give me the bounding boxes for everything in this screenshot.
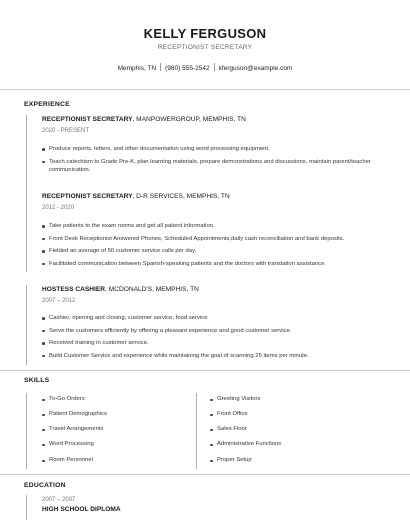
- job-dates: 2012 - 2020: [42, 205, 75, 211]
- list-item: Front Desk Receptionist Answered Phones, Scheduled Appointments,daily cash reconciliation and bank deposits.: [42, 235, 382, 244]
- skill-item: Word Processing: [42, 441, 94, 447]
- candidate-role: RECEPTIONIST SECRETARY: [157, 44, 253, 51]
- skill-item: Room Personnel: [42, 457, 93, 463]
- list-item: Produce reports, letters, and other documentation using word processing equipment.: [42, 145, 382, 154]
- location-text: Memphis, TN: [117, 65, 157, 72]
- skills-heading: SKILLS: [24, 377, 50, 384]
- contact-line: [0, 63, 410, 72]
- skill-item: Travel Arrangements: [42, 426, 103, 432]
- section-divider: [0, 370, 410, 371]
- list-item: Received training in customer service.: [42, 339, 382, 348]
- candidate-name: KELLY FERGUSON: [143, 26, 267, 41]
- section-divider: [0, 474, 410, 475]
- list-item: Facilitated communication between Spanish-speaking patients and the doctors with translation assistance.: [42, 260, 382, 269]
- timeline-bar: [26, 285, 27, 365]
- timeline-bar: [26, 495, 27, 520]
- job-title: RECEPTIONIST SECRETARY, MANPOWERGROUP, MEMPHIS, TN: [42, 116, 246, 123]
- list-item: Fielded an average of 50 customer service calls per day.: [42, 247, 382, 256]
- job-bullets: [42, 314, 382, 364]
- skill-item: Sales Floor: [210, 426, 247, 432]
- divider: [214, 63, 215, 71]
- skill-item: Administrative Functions: [210, 441, 281, 447]
- list-item: Cashier, opening and closing, customer service, food service: [42, 314, 382, 323]
- timeline-bar: [26, 115, 27, 194]
- job-bullets: [42, 145, 382, 179]
- list-item: Teach catechism to Grade Pre-K, plan learning materials, prepare demonstrations and discussions, maintain parent/teacher communication.: [42, 158, 382, 175]
- job-title: HOSTESS CASHIER, MCDONALD'S, MEMPHIS, TN: [42, 286, 199, 293]
- job-title: RECEPTIONIST SECRETARY, D-R SERVICES, MEMPHIS, TN: [42, 193, 230, 200]
- experience-heading: EXPERIENCE: [24, 101, 70, 108]
- header-divider: [0, 89, 410, 90]
- list-item: Build Customer Service and experience while maintaining the goal of scanning 25 items per minute.: [42, 352, 382, 361]
- phone-text: (980) 555-2542: [165, 65, 210, 72]
- education-dates: 2007 – 2007: [42, 497, 76, 503]
- list-item: Serve the customers efficiently by offering a pleasant experience and good customer service.: [42, 327, 382, 336]
- skill-item: Greeting Visitors: [210, 396, 260, 402]
- job-dates: 2007 – 2012: [42, 298, 76, 304]
- skill-item: Front Office: [210, 411, 248, 417]
- timeline-bar: [26, 192, 27, 272]
- email-link[interactable]: kferguson@example.com: [218, 65, 293, 72]
- skills-bar-left: [26, 393, 27, 469]
- education-heading: EDUCATION: [24, 482, 66, 489]
- education-degree: HIGH SCHOOL DIPLOMA: [42, 506, 121, 513]
- skill-item: To-Go Orders: [42, 396, 85, 402]
- divider: [160, 63, 161, 71]
- skills-bar-right: [196, 393, 197, 469]
- list-item: Take patients to the exam rooms and get all patient information.: [42, 222, 382, 231]
- job-bullets: [42, 222, 382, 272]
- skill-item: Proper Setup: [210, 457, 252, 463]
- job-dates: 2020 - PRESENT: [42, 128, 90, 134]
- skill-item: Patient Demographics: [42, 411, 107, 417]
